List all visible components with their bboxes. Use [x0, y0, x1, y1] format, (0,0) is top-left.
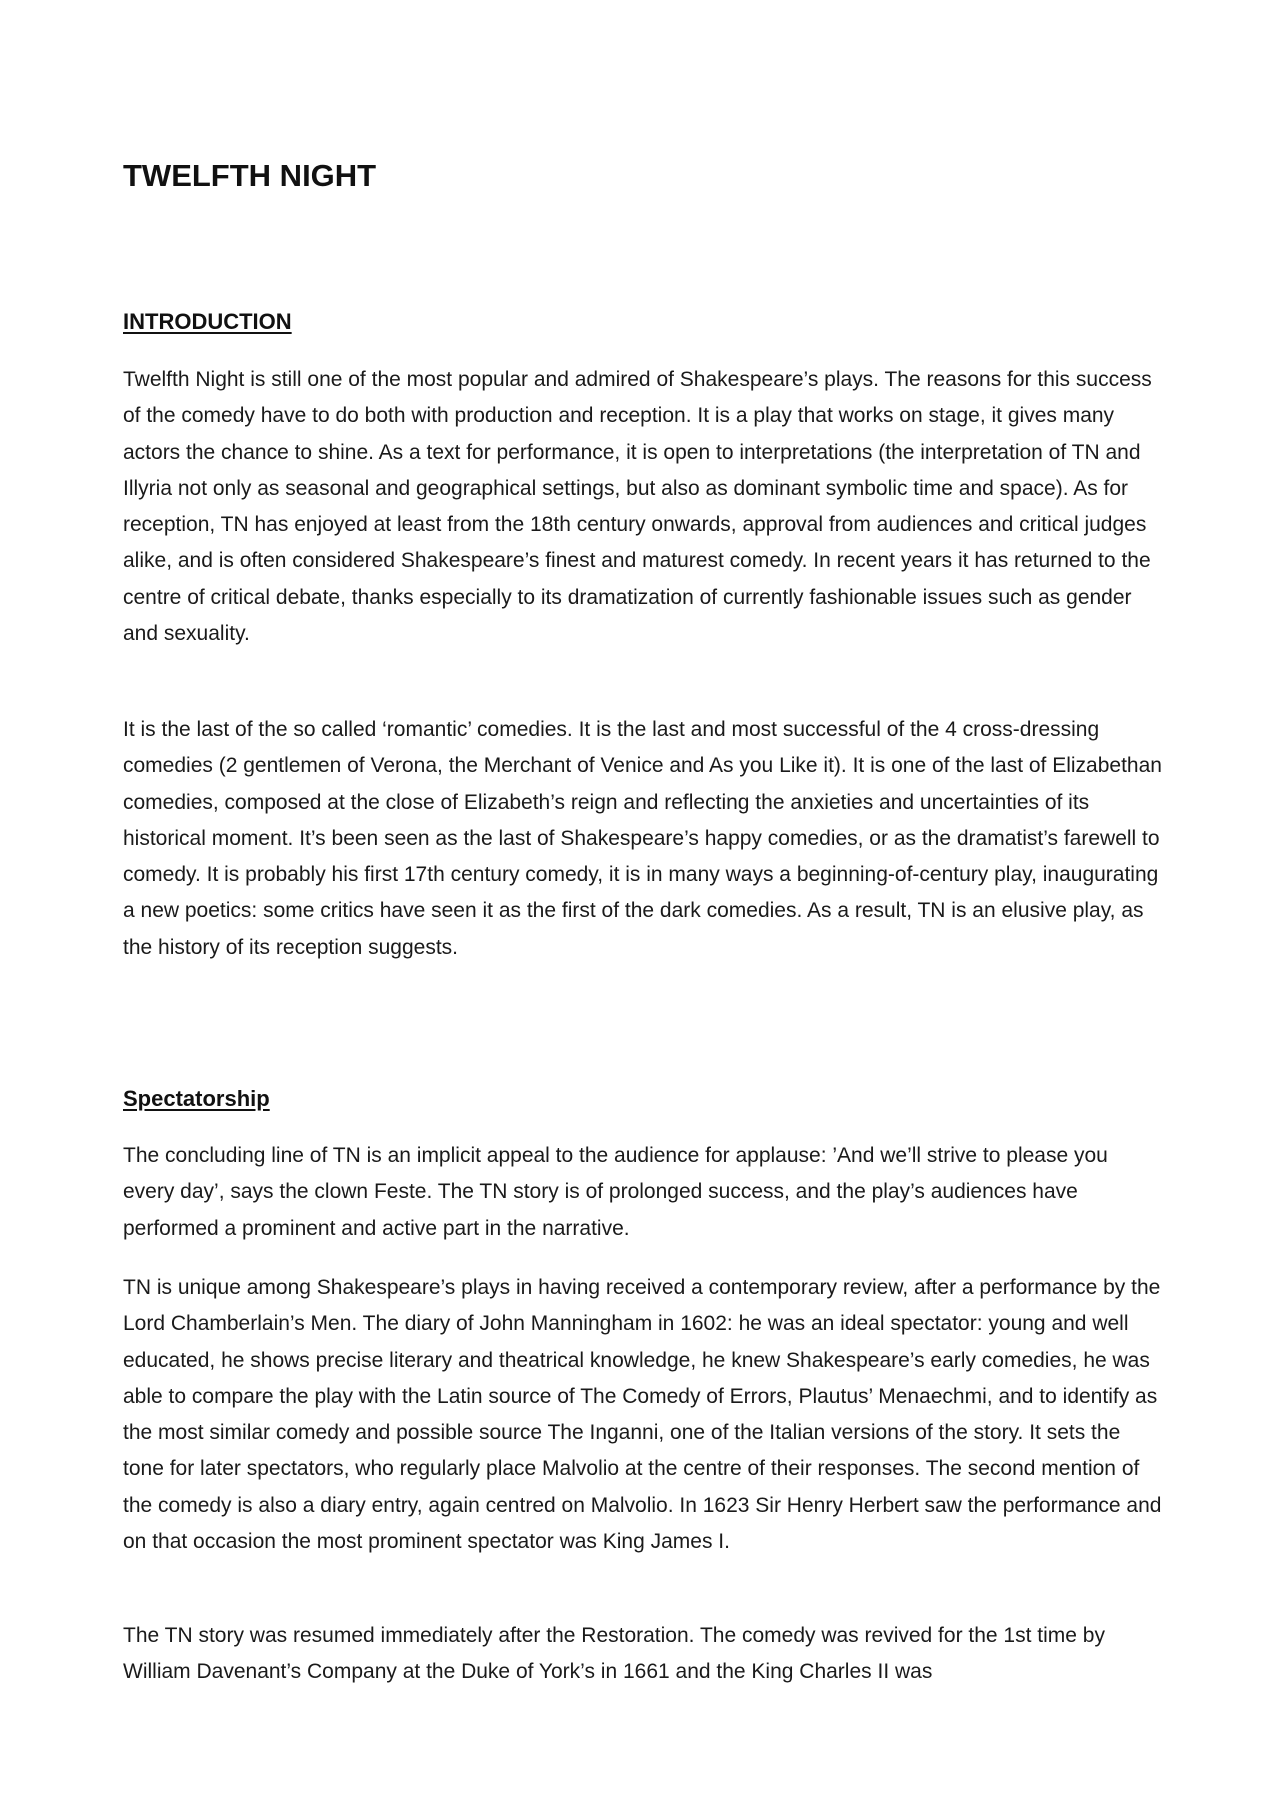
paragraph: The TN story was resumed immediately after the Restoration. The comedy was revived for the 1st time by William Davenant’s Company at the Duke of York’s in 1661 and the King Charles II was [123, 1624, 1105, 1684]
paragraph: Twelfth Night is still one of the most popular and admired of Shakespeare’s plays. The reasons for this success of the comedy have to do both with production and reception. It is a play that works on stage, it gives many actors the chance to shine. As a text for performance, it is open to interpretations (the interpretation of TN and Illyria not only as seasonal and geographical settings, but also as dominant symbolic time and space). As for reception, TN has enjoyed at least from the 18th century onwards, approval from audiences and critical judges alike, and is often considered Shakespeare’s finest and maturest comedy. In recent years it has returned to the centre of critical debate, thanks especially to its dramatization of currently fashionable issues such as gender and sexuality. [123, 368, 1152, 646]
paragraph: TN is unique among Shakespeare’s plays in having received a contemporary review, after a performance by the Lord Chamberlain’s Men. The diary of John Manningham in 1602: he was an ideal spectator: young and well educated, he shows precise literary and theatrical knowledge, he knew Shakespeare’s early comedies, he was able to compare the play with the Latin source of The Comedy of Errors, Plautus’ Menaechmi, and to identify as the most similar comedy and possible source The Inganni, one of the Italian versions of the story. It sets the tone for later spectators, who regularly place Malvolio at the centre of their responses. The second mention of the comedy is also a diary entry, again centred on Malvolio. In 1623 Sir Henry Herbert saw the performance and on that occasion the most prominent spectator was King James I. [123, 1276, 1162, 1554]
paragraph: It is the last of the so called ‘romantic’ comedies. It is the last and most successful of the 4 cross-dressing comedies (2 gentlemen of Verona, the Merchant of Venice and As you Like it). It is one of the last of Elizabethan comedies, composed at the close of Elizabeth’s reign and reflecting the anxieties and uncertainties of its historical moment. It’s been seen as the last of Shakespeare’s happy comedies, or as the dramatist’s farewell to comedy. It is probably his first 17th century comedy, it is in many ways a beginning-of-century play, inaugurating a new poetics: some critics have seen it as the first of the dark comedies. As a result, TN is an elusive play, as the history of its reception suggests. [123, 718, 1162, 959]
paragraph: The concluding line of TN is an implicit appeal to the audience for applause: ’And we’ll strive to please you every day’, says the clown Feste. The TN story is of prolonged success, and the play’s audiences have performed a prominent and active part in the narrative. [123, 1144, 1108, 1240]
section-heading-spectatorship: Spectatorship [123, 1086, 270, 1111]
document-title: TWELFTH NIGHT [123, 158, 377, 193]
section-heading-introduction: INTRODUCTION [123, 309, 292, 334]
